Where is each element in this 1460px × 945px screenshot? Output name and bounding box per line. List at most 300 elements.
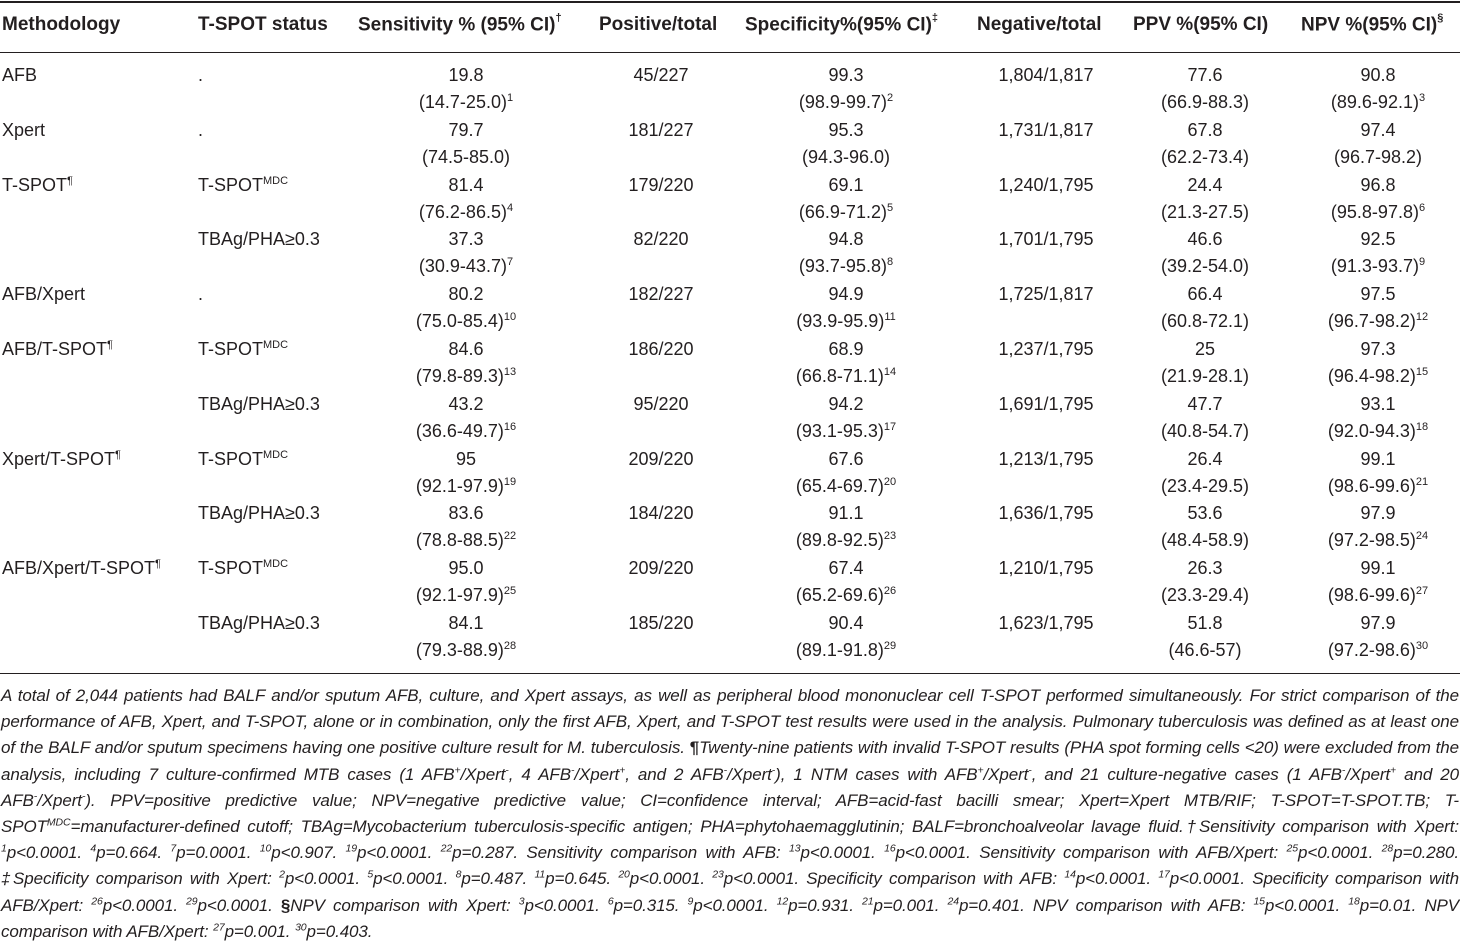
cell-text: 97.9 — [1360, 613, 1396, 633]
comparison-ref: 26 — [883, 585, 897, 598]
footnote-superscript: 19 — [345, 842, 358, 855]
cell-text: 26.4 — [1187, 448, 1223, 469]
comparison-ref: 5 — [886, 201, 894, 214]
header-footnote-mark: † — [555, 12, 562, 24]
comparison-ref: 2 — [886, 92, 894, 104]
cell-text: (93.9-95.9) — [796, 311, 885, 332]
tspot-status-cell — [198, 64, 203, 86]
footnote-superscript: - — [570, 763, 575, 776]
positive-total-cell — [633, 64, 688, 86]
cell-text: T-SPOT status — [198, 14, 328, 35]
footnote-superscript: 15 — [1253, 894, 1265, 907]
cell-text: 83.6 — [448, 503, 484, 524]
cell-text: 90.4 — [828, 613, 864, 633]
cell-text: 84.6 — [448, 339, 484, 359]
footnote-superscript: 6 — [607, 894, 614, 907]
footnote-text: p=0.401. NPV comparison with AFB: — [958, 895, 1254, 915]
cell-text: 46.6 — [1187, 229, 1223, 250]
cell-text: (48.4-58.9) — [1160, 530, 1250, 551]
footnote-superscript: 16 — [884, 842, 896, 855]
footnote-superscript: 27 — [213, 921, 225, 934]
comparison-ref: 23 — [883, 530, 897, 543]
npv-ci — [1328, 475, 1428, 497]
footnote-superscript: - — [1341, 763, 1346, 776]
specificity-value — [828, 174, 863, 196]
comparison-ref: 27 — [1415, 585, 1429, 598]
cell-text: 184/220 — [628, 503, 694, 524]
cell-text: 67.4 — [828, 558, 864, 579]
comparison-ref: 30 — [1415, 640, 1429, 652]
specificity-value — [828, 228, 863, 250]
status-superscript: MDC — [263, 558, 289, 571]
footnote-text: p<0.0001. — [1264, 895, 1349, 915]
methodology-cell — [2, 283, 85, 305]
tspot-status-cell — [198, 283, 203, 305]
negative-total-cell — [998, 174, 1093, 196]
footnote-text: =manufacturer-defined cutoff; TBAg=Mycobacterium tuberculosis-specific antigen; PHA=phytohaemagglutinin; BALF=bronchoalveolar lavage fluid.†Sensitivity comparison with Xpert: — [70, 817, 1459, 837]
specificity-ci — [796, 584, 896, 606]
cell-text: (98.6-99.6) — [1327, 475, 1416, 496]
sensitivity-ci — [416, 639, 516, 661]
cell-text: 96.8 — [1360, 174, 1396, 195]
footnote-text: p=0.931. — [788, 895, 863, 915]
cell-text: NPV %(95% CI) — [1301, 14, 1438, 36]
cell-text: 19.8 — [448, 65, 484, 85]
npv-value — [1360, 393, 1395, 415]
cell-text: 51.8 — [1187, 613, 1223, 633]
cell-text: (98.6-99.6) — [1327, 585, 1416, 606]
footnote-text: p<0.907. — [271, 843, 346, 863]
footnote-text: p<0.0001. — [357, 843, 441, 863]
footnote-text: NPV comparison with Xpert: — [290, 895, 519, 915]
footnote-text: ). PPV=positive predictive value; NPV=negative predictive value; CI=confidence interval; AFB=acid-fast bacilli smear; Xpert=Xpert MTB/RIF; T-SPOT=T-SPOT.TB; T-SPOT — [1, 790, 1459, 837]
npv-ci — [1328, 420, 1428, 442]
sensitivity-ci — [422, 146, 510, 168]
cell-text: 68.9 — [828, 339, 864, 359]
comparison-ref: 20 — [883, 475, 897, 488]
comparison-ref: 22 — [503, 530, 517, 543]
footnote-text: p<0.0001. — [197, 895, 281, 915]
cell-text: 47.7 — [1187, 393, 1223, 414]
methodology-cell — [2, 557, 161, 579]
tspot-status-cell — [198, 612, 320, 634]
cell-text: Xpert/T-SPOT — [2, 448, 116, 469]
footnote-text: p<0.0001. Specificity comparison with AFB/Xpert: — [1, 869, 1460, 915]
sensitivity-value — [448, 338, 483, 360]
cell-text: 77.6 — [1187, 65, 1223, 85]
footnote-text: p=0.280. ‡Specificity comparison with Xpert: — [1, 843, 1459, 889]
sensitivity-value — [456, 448, 476, 470]
cell-text: 37.3 — [448, 229, 484, 250]
specificity-value — [828, 119, 863, 141]
cell-text: (66.8-71.1) — [795, 366, 884, 386]
npv-value — [1360, 64, 1395, 86]
footnote-text: p<0.0001. — [373, 869, 456, 889]
sensitivity-value — [448, 393, 483, 415]
cell-text: (97.2-98.5) — [1327, 530, 1416, 551]
footnote-superscript: 14 — [1064, 868, 1076, 881]
footnote-text: /Xpert — [460, 764, 506, 784]
positive-total-cell — [628, 283, 693, 305]
cell-text: Positive/total — [599, 14, 718, 35]
cell-text: (89.8-92.5) — [795, 530, 884, 551]
comparison-ref: 7 — [506, 256, 514, 269]
footnote-superscript: 5 — [367, 868, 374, 881]
cell-text: 92.5 — [1360, 229, 1396, 250]
npv-ci — [1328, 584, 1428, 606]
cell-text: 186/220 — [628, 339, 694, 359]
footnote-text: p<0.0001. — [1298, 843, 1382, 863]
footnote-text: p<0.0001. — [102, 895, 187, 915]
ppv-ci — [1168, 639, 1241, 661]
footnote-mark: ¶ — [67, 174, 73, 187]
tspot-status-cell — [198, 228, 320, 250]
methodology-cell — [2, 338, 113, 360]
comparison-ref: 8 — [886, 256, 894, 269]
npv-ci — [1328, 529, 1428, 551]
table-footnote — [1, 683, 1459, 945]
specificity-ci — [799, 255, 893, 277]
cell-text: AFB — [2, 65, 38, 85]
cell-text: (93.1-95.3) — [795, 420, 884, 441]
footnote-text: ), 1 NTM cases with AFB — [775, 764, 978, 784]
cell-text: T-SPOT — [198, 339, 264, 359]
npv-value — [1360, 174, 1395, 196]
cell-text: (98.9-99.7) — [798, 92, 887, 112]
cell-text: (66.9-71.2) — [798, 201, 887, 222]
cell-text: Specificity%(95% CI) — [745, 14, 932, 36]
footnote-text: p<0.0001. — [800, 843, 885, 863]
footnote-text: p=0.001. — [873, 895, 948, 915]
npv-value — [1360, 228, 1395, 250]
footnote-text: p<0.0001. Sensitivity comparison with AFB/Xpert: — [895, 843, 1287, 863]
cell-text: 209/220 — [628, 448, 694, 469]
cell-text: 80.2 — [448, 284, 484, 305]
cell-text: . — [198, 65, 204, 85]
footnote-text: p=0.287. Sensitivity comparison with AFB: — [452, 843, 789, 863]
cell-text: T-SPOT — [198, 174, 264, 195]
cell-text: (46.6-57) — [1168, 640, 1242, 660]
negative-total-cell — [998, 119, 1093, 141]
comparison-ref: 1 — [506, 92, 514, 104]
specificity-value — [828, 612, 863, 634]
cell-text: AFB/Xpert/T-SPOT — [2, 558, 156, 579]
cell-text: T-SPOT — [198, 448, 264, 469]
positive-total-cell — [628, 174, 693, 196]
sensitivity-ci — [416, 420, 516, 442]
cell-text: 79.7 — [448, 119, 484, 140]
methodology-cell — [2, 64, 37, 86]
comparison-ref: 24 — [1415, 530, 1429, 543]
footnote-text: p=0.0001. — [176, 843, 260, 863]
cell-text: 66.4 — [1187, 284, 1223, 305]
cell-text: 94.9 — [828, 284, 864, 305]
cell-text: (79.3-88.9) — [415, 640, 504, 660]
cell-text: 99.1 — [1360, 448, 1396, 469]
ppv-ci — [1161, 310, 1249, 332]
ppv-ci — [1161, 584, 1249, 606]
cell-text: 26.3 — [1187, 558, 1223, 579]
methodology-cell — [2, 119, 45, 141]
cell-text: (96.7-98.2) — [1327, 311, 1416, 332]
positive-total-cell — [633, 228, 688, 250]
header-footnote-mark: § — [1437, 12, 1444, 24]
sensitivity-ci — [416, 310, 516, 332]
footnote-text: p=0.001. — [224, 921, 296, 941]
specificity-value — [828, 393, 863, 415]
specificity-value — [828, 448, 863, 470]
sensitivity-ci — [416, 529, 516, 551]
comparison-ref: 4 — [506, 201, 514, 214]
cell-text: TBAg/PHA≥0.3 — [198, 393, 320, 414]
sensitivity-value — [448, 228, 483, 250]
cell-text: 99.1 — [1360, 558, 1396, 579]
footnote-text: A total of 2,044 patients had BALF and/or sputum AFB, culture, and Xpert assays, as well as peripheral blood mononuclear cell T-SPOT performed simultaneously. For strict comparison of the performance of AFB, Xpert, and T-SPOT, alone or in combination, only the first AFB, Xpert, and T-SPOT test results were used in the analysis. Pulmonary tuberculosis was defined as at least one of the BALF and/or sputum specimens having one positive culture result for M. tuberculosis. — [1, 686, 1459, 758]
npv-value — [1360, 502, 1395, 524]
npv-ci — [1328, 310, 1428, 332]
npv-ci — [1331, 255, 1425, 277]
comparison-ref: 21 — [1415, 475, 1429, 488]
tspot-status-cell — [198, 448, 288, 470]
tspot-status-cell — [198, 174, 288, 196]
footnote-superscript: 3 — [518, 894, 525, 907]
methodology-cell — [2, 448, 121, 470]
cell-text: 95.3 — [828, 119, 864, 140]
positive-total-cell — [628, 502, 693, 524]
cell-text: (92.1-97.9) — [415, 475, 504, 496]
cell-text: (75.0-85.4) — [415, 311, 504, 332]
comparison-ref: 28 — [503, 640, 517, 652]
cell-text: 209/220 — [628, 558, 694, 579]
cell-text: (62.2-73.4) — [1160, 146, 1250, 167]
ppv-ci — [1161, 201, 1249, 223]
column-header — [977, 14, 1102, 36]
cell-text: (92.0-94.3) — [1327, 420, 1416, 441]
negative-total-cell — [998, 502, 1093, 524]
methodology-cell — [2, 174, 73, 196]
cell-text: (93.7-95.8) — [798, 256, 887, 277]
footnote-superscript: 17 — [1158, 868, 1170, 881]
cell-text: Sensitivity % (95% CI) — [358, 14, 556, 36]
column-header — [1301, 14, 1443, 36]
ppv-value — [1187, 448, 1222, 470]
tspot-status-cell — [198, 557, 288, 579]
cell-text: 1,804/1,817 — [998, 65, 1094, 85]
cell-text: 1,636/1,795 — [998, 503, 1094, 524]
cell-text: 84.1 — [448, 613, 484, 633]
footnote-text: and 20 AFB — [1, 764, 1459, 810]
footnote-superscript: + — [1390, 763, 1397, 776]
cell-text: 24.4 — [1187, 174, 1223, 195]
footnote-text: , 4 AFB — [508, 764, 571, 784]
cell-text: 182/227 — [628, 284, 694, 305]
sensitivity-value — [448, 502, 483, 524]
cell-text: TBAg/PHA≥0.3 — [198, 229, 320, 250]
cell-text: 1,623/1,795 — [998, 613, 1094, 633]
comparison-ref: 3 — [1418, 92, 1426, 104]
npv-ci — [1328, 639, 1428, 661]
table-bottom-rule — [0, 673, 1460, 674]
column-header — [358, 14, 562, 36]
footnote-superscript: - — [81, 790, 86, 803]
footnote-superscript: - — [505, 763, 509, 776]
footnote-text: , and 21 culture-negative cases (1 AFB — [1031, 764, 1342, 784]
cell-text: (78.8-88.5) — [415, 530, 504, 551]
sensitivity-ci — [416, 475, 516, 497]
cell-text: TBAg/PHA≥0.3 — [198, 613, 320, 633]
comparison-ref: 9 — [1418, 256, 1426, 269]
footnote-superscript: + — [619, 763, 626, 776]
cell-text: 1,701/1,795 — [998, 229, 1094, 250]
sensitivity-ci — [419, 201, 513, 223]
footnote-superscript: - — [771, 763, 776, 776]
cell-text: (39.2-54.0) — [1160, 256, 1250, 277]
footnote-superscript: 7 — [170, 842, 177, 855]
footnote-superscript: 2 — [279, 868, 285, 881]
specificity-value — [828, 557, 863, 579]
cell-text: T-SPOT — [2, 174, 68, 195]
sensitivity-value — [448, 612, 483, 634]
cell-text: (89.1-91.8) — [795, 640, 884, 660]
sensitivity-value — [448, 283, 483, 305]
footnote-superscript: 28 — [1381, 842, 1394, 855]
specificity-value — [828, 283, 863, 305]
cell-text: 90.8 — [1360, 65, 1396, 85]
footnote-superscript: 18 — [1348, 894, 1360, 907]
negative-total-cell — [998, 228, 1093, 250]
cell-text: 95 — [455, 448, 477, 469]
footnote-superscript: 23 — [712, 868, 724, 881]
footnote-text: p=0.645. — [545, 869, 619, 889]
positive-total-cell — [628, 448, 693, 470]
comparison-ref: 18 — [1415, 420, 1429, 433]
cell-text: 1,731/1,817 — [998, 119, 1094, 140]
specificity-ci — [796, 529, 896, 551]
tspot-status-cell — [198, 119, 203, 141]
footnote-text: /Xpert — [574, 764, 620, 784]
ppv-value — [1187, 174, 1222, 196]
header-footnote-mark: ‡ — [931, 12, 939, 24]
cell-text: T-SPOT — [198, 558, 264, 579]
cell-text: 95/220 — [633, 393, 689, 414]
footnote-superscript: 13 — [788, 842, 801, 855]
cell-text: 97.5 — [1360, 284, 1396, 305]
footnote-text: p=0.664. — [96, 843, 171, 863]
positive-total-cell — [628, 119, 693, 141]
cell-text: 69.1 — [828, 174, 864, 195]
footnote-superscript: + — [454, 763, 461, 776]
specificity-ci — [796, 365, 896, 387]
comparison-ref: 29 — [883, 640, 897, 652]
cell-text: 82/220 — [633, 229, 689, 250]
specificity-value — [828, 64, 863, 86]
cell-text: 97.4 — [1360, 119, 1396, 140]
negative-total-cell — [998, 557, 1093, 579]
cell-text: 91.1 — [828, 503, 864, 524]
cell-text: 181/227 — [628, 119, 694, 140]
header-rule — [0, 52, 1460, 53]
column-header — [1133, 14, 1268, 36]
ppv-value — [1187, 119, 1222, 141]
npv-value — [1360, 338, 1395, 360]
footnote-superscript: 25 — [1286, 842, 1299, 855]
cell-text: (96.4-98.2) — [1327, 366, 1416, 386]
column-header — [599, 14, 717, 36]
ppv-value — [1187, 228, 1222, 250]
cell-text: 81.4 — [448, 174, 484, 195]
specificity-ci — [802, 146, 890, 168]
ppv-ci — [1161, 420, 1249, 442]
cell-text: . — [198, 119, 204, 140]
sensitivity-ci — [416, 365, 516, 387]
cell-text: (40.8-54.7) — [1160, 420, 1250, 441]
footnote-superscript: 9 — [687, 894, 694, 907]
cell-text: (92.1-97.9) — [415, 585, 504, 606]
footnote-superscript: 1 — [1, 842, 7, 855]
footnote-text: p<0.0001. — [1075, 869, 1159, 889]
npv-value — [1360, 557, 1395, 579]
tspot-status-cell — [198, 502, 320, 524]
cell-text: 97.9 — [1360, 503, 1396, 524]
footnote-superscript: 20 — [618, 868, 630, 881]
cell-text: (21.9-28.1) — [1160, 366, 1250, 386]
cell-text: (65.2-69.6) — [795, 585, 884, 606]
footnote-superscript: 26 — [91, 894, 103, 907]
cell-text: 25 — [1194, 339, 1216, 359]
sensitivity-value — [448, 174, 483, 196]
positive-total-cell — [628, 557, 693, 579]
footnote-text: /Xpert — [37, 790, 82, 810]
footnote-text: Twenty-nine patients with invalid T-SPOT results (PHA spot forming cells <20) were excluded from the analysis, including 7 culture-confirmed MTB cases (1 AFB — [1, 738, 1459, 784]
footnote-symbol: ¶ — [689, 738, 700, 758]
cell-text: AFB/Xpert — [2, 284, 86, 305]
cell-text: 1,691/1,795 — [998, 393, 1094, 414]
cell-text: 1,237/1,795 — [998, 339, 1094, 359]
cell-text: (36.6-49.7) — [415, 420, 504, 441]
cell-text: 53.6 — [1187, 503, 1223, 524]
footnote-text: /Xpert — [727, 764, 772, 784]
cell-text: TBAg/PHA≥0.3 — [198, 503, 320, 524]
footnote-text: p<0.0001. — [6, 843, 91, 863]
sensitivity-value — [448, 557, 483, 579]
npv-value — [1360, 283, 1395, 305]
cell-text: 185/220 — [628, 613, 694, 633]
npv-ci — [1331, 91, 1425, 113]
table-top-rule — [0, 1, 1460, 3]
negative-total-cell — [998, 448, 1093, 470]
footnote-mark: ¶ — [107, 339, 113, 351]
footnote-superscript: + — [977, 763, 984, 776]
footnote-superscript: 4 — [90, 842, 97, 855]
footnote-text: /Xpert — [983, 764, 1029, 784]
footnote-superscript: 12 — [776, 894, 789, 907]
footnote-text: p=0.403. — [306, 921, 373, 941]
footnote-text: p<0.0001. — [524, 895, 608, 915]
ppv-ci — [1161, 529, 1249, 551]
cell-text: (23.3-29.4) — [1160, 585, 1250, 606]
ppv-ci — [1161, 146, 1249, 168]
tspot-status-cell — [198, 338, 288, 360]
comparison-ref: 11 — [884, 311, 896, 324]
footnote-text: , and 2 AFB — [625, 764, 724, 784]
footnote-superscript: 10 — [259, 842, 272, 855]
footnote-text: p<0.0001. Specificity comparison with AFB: — [723, 869, 1065, 889]
footnote-text: p<0.0001. — [693, 895, 777, 915]
comparison-ref: 14 — [883, 366, 897, 378]
npv-ci — [1334, 146, 1422, 168]
comparison-ref: 12 — [1415, 311, 1429, 324]
cell-text: 1,240/1,795 — [998, 174, 1094, 195]
